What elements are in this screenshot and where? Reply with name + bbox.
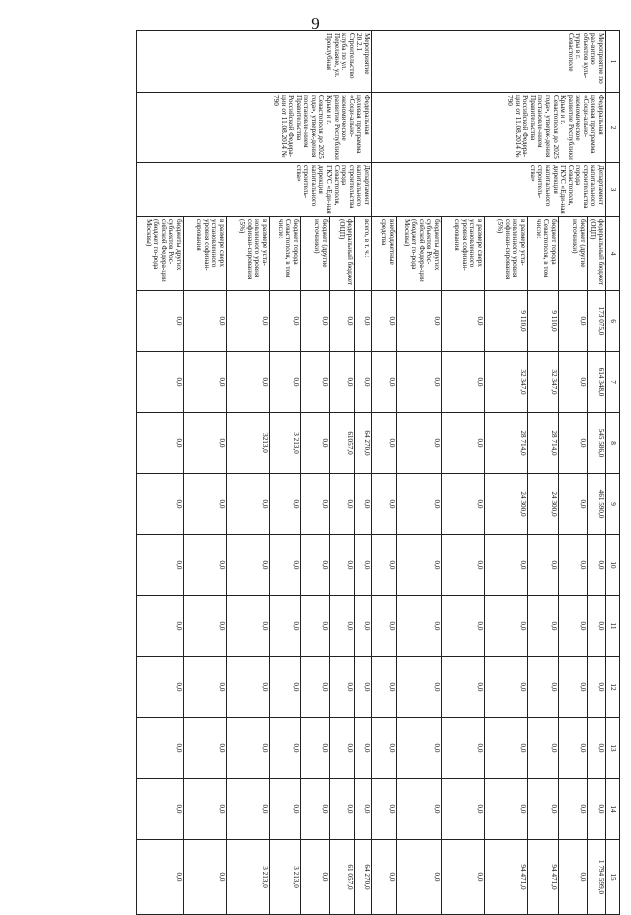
funding-source-cell: бюджет (другие источники) (300, 217, 329, 291)
value-cell: 32 347,0 (484, 352, 527, 413)
col-header: 3 (606, 163, 620, 217)
col-header: 4 (606, 217, 620, 291)
value-cell: 64 270,0 (354, 413, 371, 474)
value-cell: 0,0 (396, 596, 441, 657)
col-header: 15 (606, 840, 620, 915)
value-cell: 0,0 (183, 596, 226, 657)
value-cell: 0,0 (558, 779, 587, 840)
value-cell: 0,0 (371, 474, 396, 535)
value-cell: 0,0 (371, 779, 396, 840)
value-cell: 0,0 (183, 291, 226, 352)
value-cell: 0,0 (441, 535, 484, 596)
value-cell: 9 110,0 (527, 291, 558, 352)
value-cell: 0,0 (226, 535, 269, 596)
funding-source-cell: бюджеты других субъектов Рос-сийской Федера-ции (бюджет го-рода Москвы) (136, 217, 183, 291)
value-cell: 0,0 (396, 474, 441, 535)
value-cell: 64 270,0 (354, 840, 371, 915)
funding-source-cell: всего, в т. ч.: (354, 217, 371, 291)
value-cell: 0,0 (371, 840, 396, 915)
measure-name-cell: Мероприятие по раз-витию объектов куль-туры в г. Севастополе (371, 31, 605, 93)
value-cell: 0,0 (136, 840, 183, 915)
value-cell: 0,0 (587, 596, 605, 657)
table-row (587, 31, 605, 915)
value-cell: 0,0 (587, 779, 605, 840)
value-cell: 0,0 (587, 718, 605, 779)
value-cell: 0,0 (329, 596, 354, 657)
value-cell: 0,0 (269, 474, 300, 535)
funding-source-cell: бюджеты других субъектов Рос-сийской Федера-ции (бюджет го-рода Москвы) (396, 217, 441, 291)
value-cell: 0,0 (396, 657, 441, 718)
value-cell: 61057,0 (329, 413, 354, 474)
value-cell: 0,0 (300, 413, 329, 474)
value-cell: 0,0 (441, 352, 484, 413)
value-cell: 0,0 (484, 718, 527, 779)
col-header: 1 (606, 31, 620, 93)
value-cell: 0,0 (354, 718, 371, 779)
value-cell: 0,0 (396, 535, 441, 596)
value-cell: 0,0 (371, 413, 396, 474)
col-header: 10 (606, 535, 620, 596)
value-cell: 3 213,0 (269, 840, 300, 915)
value-cell: 0,0 (329, 291, 354, 352)
value-cell: 0,0 (226, 474, 269, 535)
value-cell: 9 110,0 (484, 291, 527, 352)
value-cell: 24 300,0 (527, 474, 558, 535)
value-cell: 0,0 (484, 779, 527, 840)
value-cell: 0,0 (183, 535, 226, 596)
value-cell: 0,0 (558, 535, 587, 596)
value-cell: 0,0 (354, 657, 371, 718)
value-cell: 173 075,0 (587, 291, 605, 352)
value-cell: 94 471,0 (527, 840, 558, 915)
value-cell: 0,0 (136, 413, 183, 474)
value-cell: 0,0 (329, 718, 354, 779)
value-cell: 0,0 (396, 352, 441, 413)
value-cell: 0,0 (527, 718, 558, 779)
value-cell: 0,0 (354, 535, 371, 596)
funding-source-cell: федеральный бюджет (ОЦП) (329, 217, 354, 291)
value-cell: 0,0 (441, 596, 484, 657)
value-cell: 0,0 (300, 840, 329, 915)
funding-source-cell: внебюджетные средства (371, 217, 396, 291)
value-cell: 3 213,0 (269, 413, 300, 474)
measure-name-cell: Мероприятие 20.2.1 Строительство клуба по ул. Перелаяне, ул. Проклубная (136, 31, 371, 93)
value-cell: 0,0 (441, 657, 484, 718)
funding-table (136, 30, 620, 915)
value-cell: 0,0 (183, 840, 226, 915)
value-cell: 0,0 (484, 535, 527, 596)
value-cell: 0,0 (441, 840, 484, 915)
value-cell: 0,0 (558, 291, 587, 352)
page-number: 9 (311, 14, 320, 33)
value-cell: 0,0 (269, 291, 300, 352)
funding-source-cell: федеральный бюджет (ОЦП) (587, 217, 605, 291)
value-cell: 0,0 (354, 352, 371, 413)
value-cell: 28 714,0 (484, 413, 527, 474)
value-cell: 0,0 (354, 291, 371, 352)
value-cell: 0,0 (226, 657, 269, 718)
col-header: 6 (606, 291, 620, 352)
header-row (606, 31, 620, 915)
value-cell: 0,0 (527, 657, 558, 718)
value-cell: 0,0 (300, 657, 329, 718)
value-cell: 32 347,0 (527, 352, 558, 413)
value-cell: 0,0 (329, 657, 354, 718)
value-cell: 0,0 (484, 596, 527, 657)
value-cell: 0,0 (371, 352, 396, 413)
value-cell: 0,0 (300, 474, 329, 535)
value-cell: 0,0 (371, 718, 396, 779)
value-cell: 0,0 (136, 352, 183, 413)
value-cell: 0,0 (329, 535, 354, 596)
value-cell: 0,0 (371, 657, 396, 718)
value-cell: 0,0 (329, 779, 354, 840)
value-cell: 0,0 (136, 779, 183, 840)
value-cell: 0,0 (558, 413, 587, 474)
value-cell: 0,0 (300, 352, 329, 413)
value-cell: 0,0 (269, 657, 300, 718)
value-cell: 0,0 (441, 718, 484, 779)
value-cell: 0,0 (226, 718, 269, 779)
funding-source-cell: бюджет города Севастополя, в том числе: (269, 217, 300, 291)
value-cell: 0,0 (183, 474, 226, 535)
value-cell: 0,0 (183, 779, 226, 840)
value-cell: 0,0 (183, 352, 226, 413)
value-cell: 1 794 599,0 (587, 840, 605, 915)
value-cell: 0,0 (558, 657, 587, 718)
value-cell: 0,0 (371, 535, 396, 596)
value-cell: 0,0 (484, 657, 527, 718)
value-cell: 0,0 (558, 474, 587, 535)
value-cell: 0,0 (300, 779, 329, 840)
value-cell: 0,0 (354, 596, 371, 657)
value-cell: 0,0 (226, 779, 269, 840)
value-cell: 0,0 (558, 352, 587, 413)
value-cell: 545 586,0 (587, 413, 605, 474)
value-cell: 0,0 (269, 718, 300, 779)
value-cell: 0,0 (136, 657, 183, 718)
col-header: 12 (606, 657, 620, 718)
value-cell: 0,0 (269, 535, 300, 596)
value-cell: 0,0 (587, 535, 605, 596)
value-cell: 0,0 (226, 596, 269, 657)
value-cell: 0,0 (396, 718, 441, 779)
value-cell: 0,0 (269, 352, 300, 413)
funding-source-cell: в размере сверх установленного уровня софинан-сирования (183, 217, 226, 291)
value-cell: 0,0 (396, 779, 441, 840)
col-header: 11 (606, 596, 620, 657)
value-cell: 0,0 (354, 779, 371, 840)
value-cell: 0,0 (441, 413, 484, 474)
value-cell: 0,0 (527, 535, 558, 596)
value-cell: 0,0 (226, 352, 269, 413)
value-cell: 0,0 (136, 291, 183, 352)
value-cell: 24 300,0 (484, 474, 527, 535)
value-cell: 0,0 (300, 718, 329, 779)
value-cell: 61 057,0 (329, 840, 354, 915)
value-cell: 0,0 (269, 596, 300, 657)
value-cell: 0,0 (587, 657, 605, 718)
col-header: 13 (606, 718, 620, 779)
value-cell: 614 348,0 (587, 352, 605, 413)
value-cell: 0,0 (558, 840, 587, 915)
executor-cell: Департамент капитального строительства города Севастополя, ГКУС «Еди-ная дирекция капитального строитель-ства» (371, 163, 605, 217)
value-cell: 0,0 (396, 840, 441, 915)
col-header: 2 (606, 93, 620, 163)
value-cell: 0,0 (183, 718, 226, 779)
col-header: 9 (606, 474, 620, 535)
value-cell: 0,0 (136, 474, 183, 535)
value-cell: 0,0 (527, 596, 558, 657)
rotated-table-container (125, 30, 620, 900)
value-cell: 0,0 (269, 779, 300, 840)
col-header: 8 (606, 413, 620, 474)
value-cell: 0,0 (329, 352, 354, 413)
funding-source-cell: бюджет (другие источники) (558, 217, 587, 291)
value-cell: 0,0 (441, 291, 484, 352)
value-cell: 0,0 (371, 596, 396, 657)
value-cell: 0,0 (300, 291, 329, 352)
value-cell: 0,0 (558, 718, 587, 779)
value-cell: 0,0 (136, 596, 183, 657)
value-cell: 0,0 (558, 596, 587, 657)
value-cell: 0,0 (396, 413, 441, 474)
funding-source-cell: бюджет города Севастополя, в том числе: (527, 217, 558, 291)
value-cell: 3 213,0 (226, 840, 269, 915)
value-cell: 0,0 (136, 535, 183, 596)
funding-source-cell: в размере уста-новленного уровня софинан-сирования (5%) (484, 217, 527, 291)
value-cell: 0,0 (183, 413, 226, 474)
value-cell: 94 471,0 (484, 840, 527, 915)
value-cell: 0,0 (527, 779, 558, 840)
col-header: 14 (606, 779, 620, 840)
program-cell: Федеральная целевая программа «Соци-ально-экономическое развитие Республики Крым и г. Севастополя до 2025 года», утверж-дения постановле-нием Правительства Российской Федера-ции от 11.08.2014 № 790 (136, 93, 371, 163)
executor-cell: Департамент капитального строительства города Севастополя, ГКУС «Еди-ная дирекция капитального строитель-ства» (136, 163, 371, 217)
value-cell: 461 590,0 (587, 474, 605, 535)
table-row (354, 31, 371, 915)
funding-source-cell: в размере сверх установленного уровня софинан-сирования (441, 217, 484, 291)
value-cell: 3213,0 (226, 413, 269, 474)
value-cell: 28 714,0 (527, 413, 558, 474)
value-cell: 0,0 (441, 474, 484, 535)
value-cell: 0,0 (300, 596, 329, 657)
value-cell: 0,0 (226, 291, 269, 352)
value-cell: 0,0 (329, 474, 354, 535)
value-cell: 0,0 (136, 718, 183, 779)
value-cell: 0,0 (441, 779, 484, 840)
value-cell: 0,0 (354, 474, 371, 535)
col-header: 7 (606, 352, 620, 413)
value-cell: 0,0 (371, 291, 396, 352)
value-cell: 0,0 (396, 291, 441, 352)
funding-source-cell: в размере уста-новленного уровня софинан-сирования (5%) (226, 217, 269, 291)
value-cell: 0,0 (183, 657, 226, 718)
program-cell: Федеральная целевая программа «Соци-ально-экономическое развитие Республики Крым и г. Севастополя до 2025 года», утверж-дения постановле-нием Правительства Российской Федера-ции от 11.08.2014 № 790 (371, 93, 605, 163)
value-cell: 0,0 (300, 535, 329, 596)
